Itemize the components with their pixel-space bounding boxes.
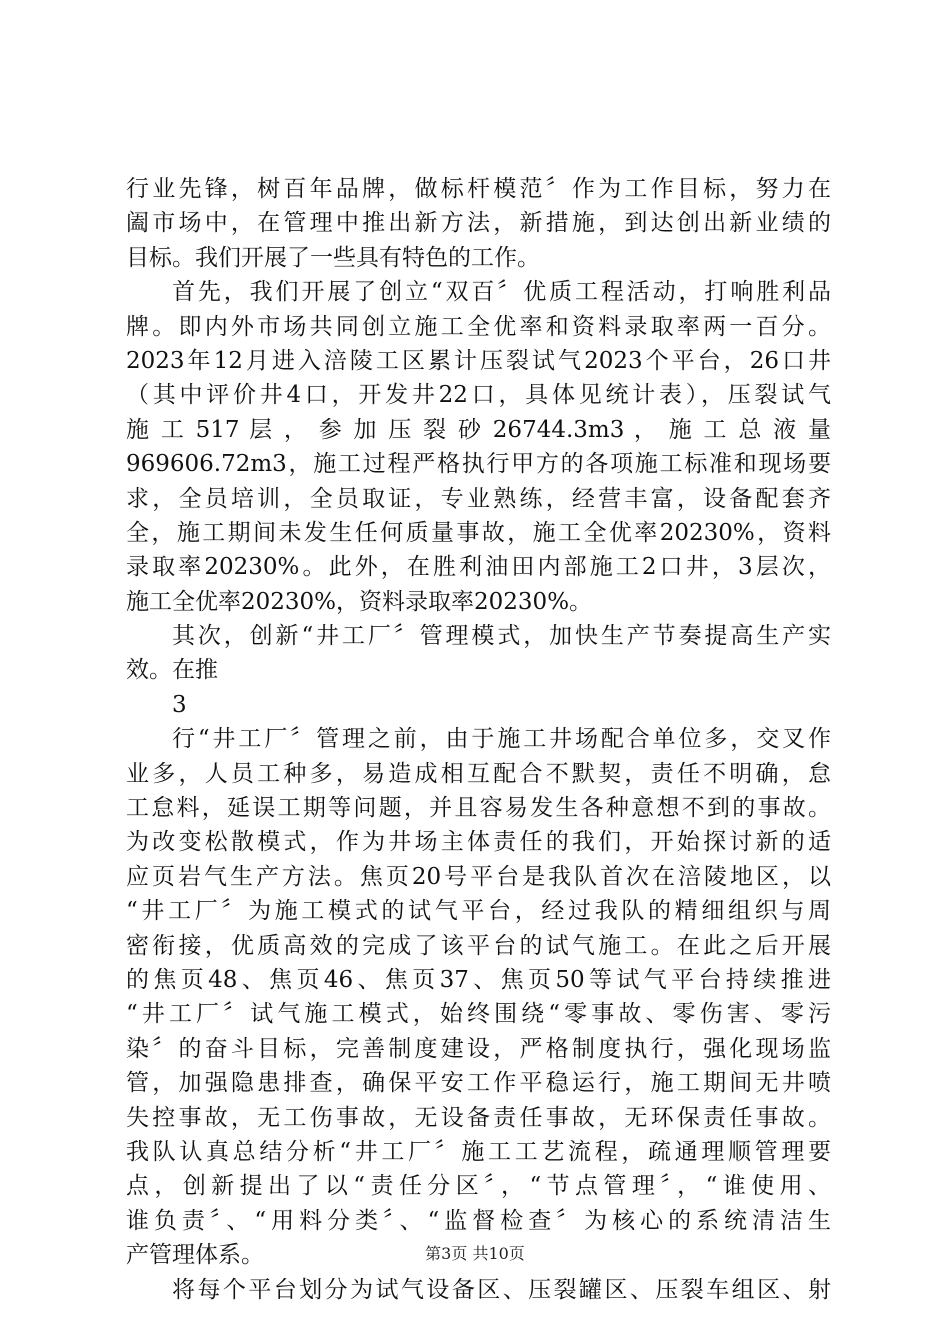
text-line: 行业先锋，树百年品牌，做标杆模范〞作为工作目标，努力在 xyxy=(126,176,831,202)
paragraph-start-line: 将每个平台划分为试气设备区、压裂罐区、压裂车组区、射 xyxy=(172,1276,831,1303)
text-line: 效。在推 xyxy=(126,657,218,684)
text-line: 施工全优率20230%，资料录取率20230%。 xyxy=(126,588,593,615)
page-footer xyxy=(0,1244,950,1264)
text-line: 业多，人员工种多，易造成相互配合不默契，责任不明确，怠 xyxy=(126,760,831,787)
text-line: 失控事故，无工伤事故，无设备责任事故，无环保责任事故。 xyxy=(126,1104,831,1131)
text-line: 密衔接，优质高效的完成了该平台的试气施工。在此之后开展 xyxy=(126,932,831,959)
text-line: 为改变松散模式，作为井场主体责任的我们，开始探讨新的适 xyxy=(126,829,831,856)
page-number-label: 第3页 共10页 xyxy=(425,1244,525,1263)
text-line: 求，全员培训，全员取证，专业熟练，经营丰富，设备配套齐 xyxy=(126,485,831,512)
text-line: 的焦页48、焦页46、焦页37、焦页50等试气平台持续推进 xyxy=(126,966,831,993)
text-line: 应页岩气生产方法。焦页20号平台是我队首次在涪陵地区，以 xyxy=(126,863,831,890)
paragraph-start-line: 行“井工厂〞管理之前，由于施工井场配合单位多，交叉作 xyxy=(172,726,831,753)
text-line: 我队认真总结分析“井工厂〞施工工艺流程，疏通理顺管理要 xyxy=(126,1138,831,1165)
text-line: 牌。即内外市场共同创立施工全优率和资料录取率两一百分。 xyxy=(126,313,831,340)
text-line: 染〞的奋斗目标，完善制度建设，严格制度执行，强化现场监 xyxy=(126,1035,831,1062)
paragraph-start-line: 其次，创新“井工厂〞管理模式，加快生产节奏提高生产实 xyxy=(172,623,831,650)
text-line: 点，创新提出了以“责任分区〞，“节点管理〞，“谁使用、 xyxy=(126,1173,831,1200)
text-line: 施 工 517 层 ， 参 加 压 裂 砂 26744.3m3 ， 施 工 总 液 量 xyxy=(126,416,831,443)
text-line: “井工厂〞试气施工模式，始终围绕“零事故、零伤害、零污 xyxy=(126,1001,831,1028)
text-line: 969606.72m3，施工过程严格执行甲方的各项施工标准和现场要 xyxy=(126,451,831,478)
text-line: “井工厂〞为施工模式的试气平台，经过我队的精细组织与周 xyxy=(126,898,831,925)
inline-page-number: 3 xyxy=(172,691,187,718)
text-line: 全，施工期间未发生任何质量事故，施工全优率20230%，资料 xyxy=(126,519,831,546)
text-line: 阖市场中，在管理中推出新方法，新措施，到达创出新业绩的 xyxy=(126,210,831,237)
body-text xyxy=(126,172,831,1307)
text-line: （其中评价井4口，开发井22口，具体见统计表），压裂试气 xyxy=(126,382,831,409)
text-line: 管，加强隐患排查，确保平安工作平稳运行，施工期间无井喷 xyxy=(126,1070,831,1097)
text-line: 产管理体系。 xyxy=(126,1242,264,1269)
text-line: 工怠料，延误工期等问题，并且容易发生各种意想不到的事故。 xyxy=(126,795,831,822)
paragraph-start-line: 首先，我们开展了创立“双百〞优质工程活动，打响胜利品 xyxy=(172,279,831,306)
text-line: 目标。我们开展了一些具有特色的工作。 xyxy=(126,244,540,271)
text-line: 录取率20230%。此外，在胜利油田内部施工2口井，3层次， xyxy=(126,554,831,581)
text-line: 2023年12月进入涪陵工区累计压裂试气2023个平台，26口井 xyxy=(126,347,831,374)
text-line: 谁负责〞、“用料分类〞、“监督检查〞为核心的系统清洁生 xyxy=(126,1207,831,1234)
